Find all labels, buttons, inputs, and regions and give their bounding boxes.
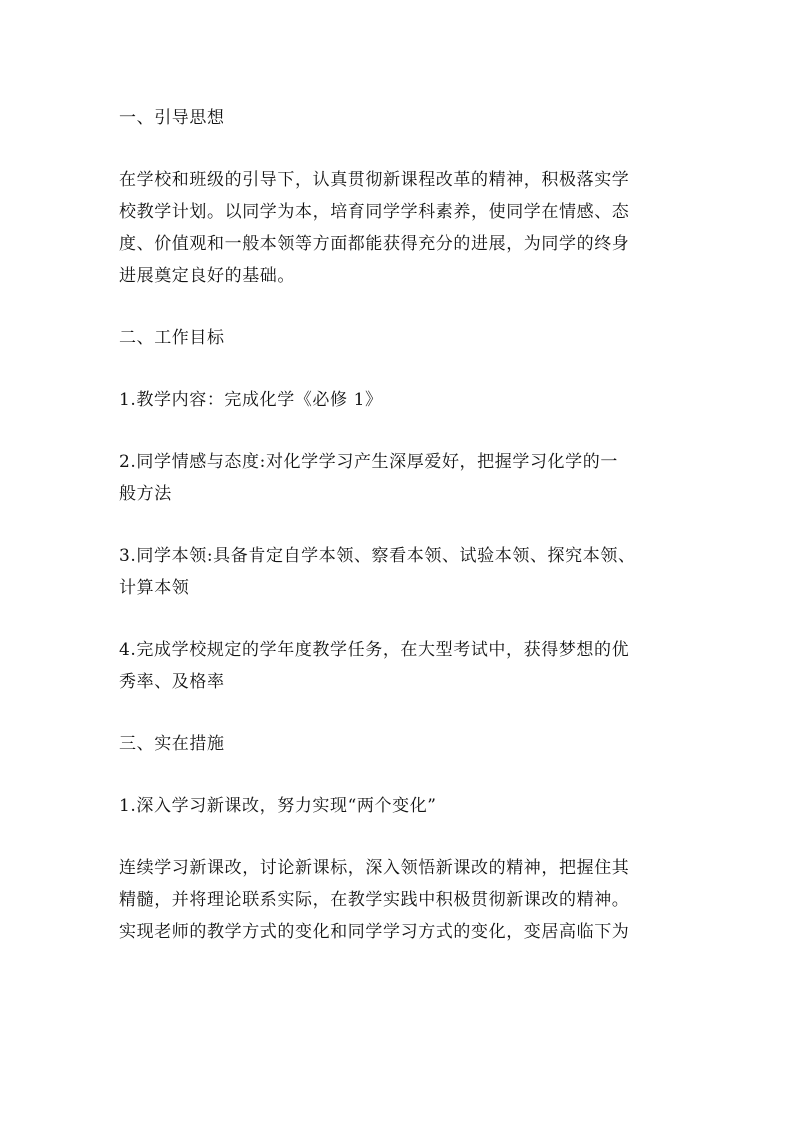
text-line: 连续学习新课改，讨论新课标，深入领悟新课改的精神，把握住其	[119, 858, 630, 878]
text-line: 在学校和班级的引导下，认真贯彻新课程改革的精神，积极落实学	[119, 170, 630, 190]
measure-1-body	[119, 852, 679, 948]
text-line: 精髓，并将理论联系实际，在教学实践中积极贯彻新课改的精神。	[119, 890, 630, 910]
text-line: 2.同学情感与态度:对化学学习产生深厚爱好，把握学习化学的一	[119, 452, 618, 472]
goal-item-1	[119, 384, 679, 416]
section1-heading: 一、引导思想	[119, 108, 225, 128]
text-line: 1.教学内容：完成化学《必修 1》	[119, 390, 383, 410]
text-line: 3.同学本领:具备肯定自学本领、察看本领、试验本领、探究本领、	[119, 546, 636, 566]
document-page	[119, 102, 679, 948]
text-line: 4.完成学校规定的学年度教学任务，在大型考试中，获得梦想的优	[119, 640, 630, 660]
section3-heading: 三、实在措施	[119, 734, 225, 754]
text-line: 度、价值观和一般本领等方面都能获得充分的进展，为同学的终身	[119, 234, 630, 254]
goal-item-4	[119, 634, 679, 698]
text-line: 秀率、及格率	[119, 672, 225, 692]
section1-body	[119, 164, 679, 292]
text-line: 进展奠定良好的基础。	[119, 266, 295, 286]
measure-1-title: 1.深入学习新课改，努力实现“两个变化”	[119, 796, 437, 816]
text-line: 校教学计划。以同学为本，培育同学学科素养，使同学在情感、态	[119, 202, 630, 222]
section2-heading: 二、工作目标	[119, 328, 225, 348]
text-line: 般方法	[119, 484, 172, 504]
goal-item-2	[119, 446, 679, 510]
goal-item-3	[119, 540, 679, 604]
text-line: 计算本领	[119, 578, 190, 598]
text-line: 实现老师的教学方式的变化和同学学习方式的变化，变居高临下为	[119, 922, 630, 942]
